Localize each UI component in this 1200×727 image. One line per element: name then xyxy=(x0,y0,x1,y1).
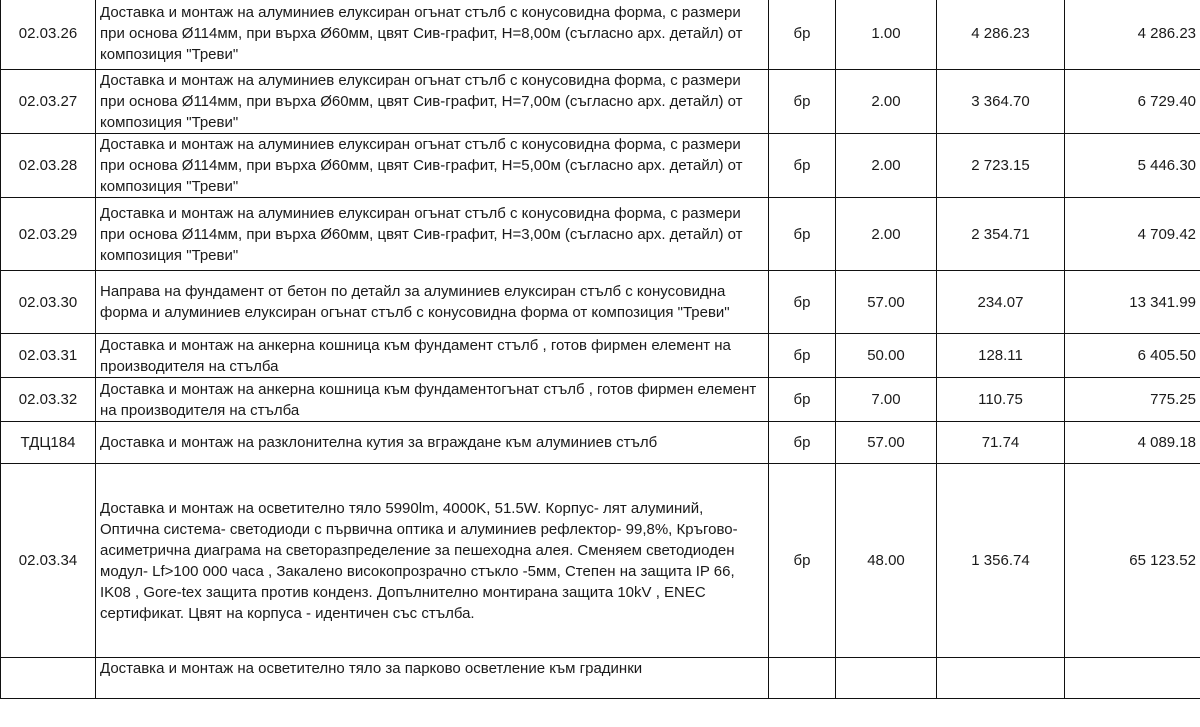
item-code: 02.03.34 xyxy=(1,464,96,658)
item-quantity: 50.00 xyxy=(836,334,937,378)
item-code: 02.03.28 xyxy=(1,134,96,198)
item-total: 5 446.30 xyxy=(1065,134,1200,198)
item-code: 02.03.26 xyxy=(1,0,96,70)
item-total: 4 286.23 xyxy=(1065,0,1200,70)
table-row xyxy=(1,198,1200,271)
item-quantity: 57.00 xyxy=(836,271,937,334)
item-unit: бр xyxy=(769,422,836,464)
table-row xyxy=(1,658,1200,699)
table-row xyxy=(1,70,1200,134)
item-description xyxy=(96,464,769,658)
item-description-text: Доставка и монтаж на алуминиев елуксиран огънат стълб с конусовидна форма, с размери при основа Ø114мм, при върха Ø60мм, цвят Сив-графит, Н=7,00м (съгласно арх. детайл) от композиция "Треви" xyxy=(100,72,743,131)
item-unit-price: 4 286.23 xyxy=(937,0,1065,70)
item-unit: бр xyxy=(769,0,836,70)
item-unit-price xyxy=(937,658,1065,699)
item-description-text: Доставка и монтаж на анкерна кошница към фундамент стълб , готов фирмен елемент на производителя на стълба xyxy=(100,336,731,375)
item-unit-price: 128.11 xyxy=(937,334,1065,378)
item-description xyxy=(96,0,769,70)
table-row xyxy=(1,378,1200,422)
item-unit: бр xyxy=(769,378,836,422)
item-description xyxy=(96,198,769,271)
item-code: 02.03.27 xyxy=(1,70,96,134)
item-unit-price: 110.75 xyxy=(937,378,1065,422)
item-total: 4 089.18 xyxy=(1065,422,1200,464)
item-unit-price: 71.74 xyxy=(937,422,1065,464)
item-quantity: 48.00 xyxy=(836,464,937,658)
item-unit-price: 2 723.15 xyxy=(937,134,1065,198)
item-description xyxy=(96,134,769,198)
item-unit-price: 2 354.71 xyxy=(937,198,1065,271)
item-quantity: 7.00 xyxy=(836,378,937,422)
item-description-text: Доставка и монтаж на алуминиев елуксиран огънат стълб с конусовидна форма, с размери при основа Ø114мм, при върха Ø60мм, цвят Сив-графит, Н=3,00м (съгласно арх. детайл) от композиция "Треви" xyxy=(100,204,743,264)
item-description-text: Доставка и монтаж на осветително тяло за парково осветление към градинки xyxy=(100,660,643,677)
table-row xyxy=(1,134,1200,198)
table-row xyxy=(1,422,1200,464)
table-row xyxy=(1,334,1200,378)
item-total: 65 123.52 xyxy=(1065,464,1200,658)
item-description xyxy=(96,422,769,464)
item-description xyxy=(96,271,769,334)
item-code: 02.03.32 xyxy=(1,378,96,422)
table-row xyxy=(1,464,1200,658)
item-code: ТДЦ184 xyxy=(1,422,96,464)
item-unit-price: 234.07 xyxy=(937,271,1065,334)
item-unit xyxy=(769,658,836,699)
item-quantity xyxy=(836,658,937,699)
item-description-text: Доставка и монтаж на разклонителна кутия за вграждане към алуминиев стълб xyxy=(100,434,658,451)
item-description xyxy=(96,70,769,134)
item-total: 13 341.99 xyxy=(1065,271,1200,334)
item-code: 02.03.31 xyxy=(1,334,96,378)
item-quantity: 2.00 xyxy=(836,134,937,198)
item-code: 02.03.30 xyxy=(1,271,96,334)
item-description-text: Доставка и монтаж на анкерна кошница към фундаментогънат стълб , готов фирмен елемент на производителя на стълба xyxy=(100,380,757,419)
item-quantity: 57.00 xyxy=(836,422,937,464)
item-total: 4 709.42 xyxy=(1065,198,1200,271)
item-description-text: Доставка и монтаж на алуминиев елуксиран огънат стълб с конусовидна форма, с размери при основа Ø114мм, при върха Ø60мм, цвят Сив-графит, Н=5,00м (съгласно арх. детайл) от композиция "Треви" xyxy=(100,136,743,195)
item-description-text: Доставка и монтаж на осветително тяло 5990lm, 4000K, 51.5W. Корпус- лят алуминий, Оптична система- светодиоди с първична оптика и алуминиев рефлектор- 99,8%, Кръгово-асиметрична диаграма на светоразпределение за пешеходна алея. Сменяем светодиоден модул- Lf>100 000 часа , Закалено високопрозрачно стъкло -5мм, Степен на защита IP 66, IK08 , Gore-tex защита против конденз. Допълнително монтирана защита 10kV , ENEC сертификат. Цвят на корпуса - идентичен със стълба. xyxy=(100,499,738,622)
item-description xyxy=(96,658,769,699)
table-row xyxy=(1,0,1200,70)
item-description xyxy=(96,378,769,422)
item-unit: бр xyxy=(769,271,836,334)
item-total xyxy=(1065,658,1200,699)
item-description-text: Направа на фундамент от бетон по детайл за алуминиев елуксиран стълб с конусовидна форма и алуминиев елуксиран огънат стълб с конусовидна форма от композиция "Треви" xyxy=(100,283,730,321)
item-unit: бр xyxy=(769,464,836,658)
item-unit: бр xyxy=(769,334,836,378)
table-row xyxy=(1,271,1200,334)
item-description xyxy=(96,334,769,378)
item-unit-price: 1 356.74 xyxy=(937,464,1065,658)
item-total: 6 405.50 xyxy=(1065,334,1200,378)
item-unit: бр xyxy=(769,198,836,271)
item-total: 6 729.40 xyxy=(1065,70,1200,134)
item-unit-price: 3 364.70 xyxy=(937,70,1065,134)
item-unit: бр xyxy=(769,134,836,198)
item-quantity: 1.00 xyxy=(836,0,937,70)
item-total: 775.25 xyxy=(1065,378,1200,422)
item-unit: бр xyxy=(769,70,836,134)
item-description-text: Доставка и монтаж на алуминиев елуксиран огънат стълб с конусовидна форма, с размери при основа Ø114мм, при върха Ø60мм, цвят Сив-графит, Н=8,00м (съгласно арх. детайл) от композиция "Треви" xyxy=(100,3,743,63)
item-quantity: 2.00 xyxy=(836,70,937,134)
item-code: 02.03.29 xyxy=(1,198,96,271)
item-code xyxy=(1,658,96,699)
item-quantity: 2.00 xyxy=(836,198,937,271)
